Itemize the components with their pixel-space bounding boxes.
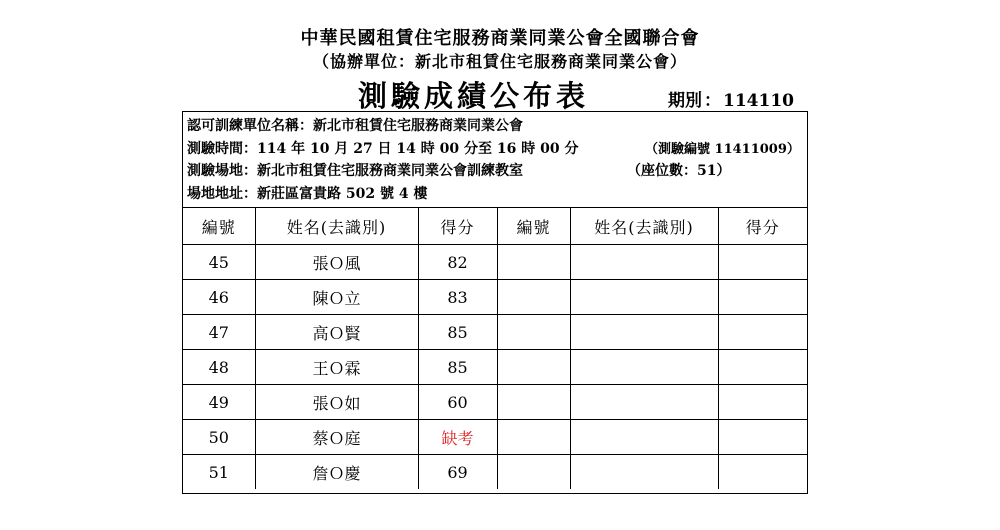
table-row xyxy=(183,280,807,315)
table-row xyxy=(183,350,807,385)
co-organizer-line: （協辦單位：新北市租賃住宅服務商業同業公會） xyxy=(312,52,687,71)
empty-cell xyxy=(718,385,807,420)
empty-cell xyxy=(497,455,570,490)
empty-cell xyxy=(718,420,807,455)
exam-venue: 測驗場地：新北市租賃住宅服務商業同業公會訓練教室 xyxy=(187,163,523,179)
training-unit: 認可訓練單位名稱：新北市租賃住宅服務商業同業公會 xyxy=(187,118,523,134)
organization-title: 中華民國租賃住宅服務商業同業公會全國聯合會 xyxy=(300,28,700,49)
header-name: 姓名(去識別) xyxy=(255,208,418,245)
exam-time: 測驗時間：114 年 10 月 27 日 14 時 00 分至 16 時 00 分 xyxy=(187,141,579,157)
row-name: 張Ｏ如 xyxy=(255,385,418,420)
empty-cell xyxy=(570,280,718,315)
row-name: 王Ｏ霖 xyxy=(255,350,418,385)
table-header-row xyxy=(183,208,807,245)
empty-cell xyxy=(570,350,718,385)
row-name: 蔡Ｏ庭 xyxy=(255,420,418,455)
row-number: 48 xyxy=(183,350,255,385)
header-score-right: 得分 xyxy=(718,208,807,245)
period-info xyxy=(668,86,794,111)
table-row xyxy=(183,385,807,420)
row-score: 83 xyxy=(418,280,497,315)
empty-cell xyxy=(497,315,570,350)
empty-cell xyxy=(718,315,807,350)
table-row xyxy=(183,420,807,455)
empty-cell xyxy=(497,385,570,420)
row-number: 46 xyxy=(183,280,255,315)
row-score: 82 xyxy=(418,245,497,280)
venue-address: 場地地址：新莊區富貴路 502 號 4 樓 xyxy=(187,186,428,202)
header-number: 編號 xyxy=(183,208,255,245)
period-label: 期別 xyxy=(668,91,702,111)
row-number: 45 xyxy=(183,245,255,280)
empty-cell xyxy=(570,385,718,420)
row-number: 50 xyxy=(183,420,255,455)
page-title: 測驗成績公布表 xyxy=(358,79,590,113)
empty-cell xyxy=(570,245,718,280)
table-row xyxy=(183,455,807,490)
row-number: 47 xyxy=(183,315,255,350)
row-number: 51 xyxy=(183,455,255,490)
empty-cell xyxy=(497,420,570,455)
row-score: 85 xyxy=(418,350,497,385)
period-value: 114110 xyxy=(723,91,794,111)
row-name: 高Ｏ賢 xyxy=(255,315,418,350)
empty-cell xyxy=(570,420,718,455)
table-row xyxy=(183,245,807,280)
header-number-right: 編號 xyxy=(497,208,570,245)
row-name: 詹Ｏ慶 xyxy=(255,455,418,490)
period-separator: ： xyxy=(704,91,721,111)
row-score-absent: 缺考 xyxy=(418,420,497,455)
empty-cell xyxy=(718,280,807,315)
empty-cell xyxy=(497,280,570,315)
header-name-right: 姓名(去識別) xyxy=(570,208,718,245)
row-name: 陳Ｏ立 xyxy=(255,280,418,315)
table-row xyxy=(183,315,807,350)
empty-cell xyxy=(718,455,807,490)
empty-cell xyxy=(497,245,570,280)
score-table xyxy=(183,207,807,489)
row-score: 69 xyxy=(418,455,497,490)
header-score: 得分 xyxy=(418,208,497,245)
exam-info-block xyxy=(183,112,807,207)
empty-cell xyxy=(570,455,718,490)
row-score: 85 xyxy=(418,315,497,350)
score-sheet xyxy=(182,111,808,494)
row-number: 49 xyxy=(183,385,255,420)
seat-count: （座位數：51） xyxy=(627,163,731,179)
row-name: 張Ｏ風 xyxy=(255,245,418,280)
empty-cell xyxy=(497,350,570,385)
empty-cell xyxy=(570,315,718,350)
row-score: 60 xyxy=(418,385,497,420)
empty-cell xyxy=(718,245,807,280)
empty-cell xyxy=(718,350,807,385)
test-number: （測驗編號 11411009） xyxy=(645,142,800,157)
